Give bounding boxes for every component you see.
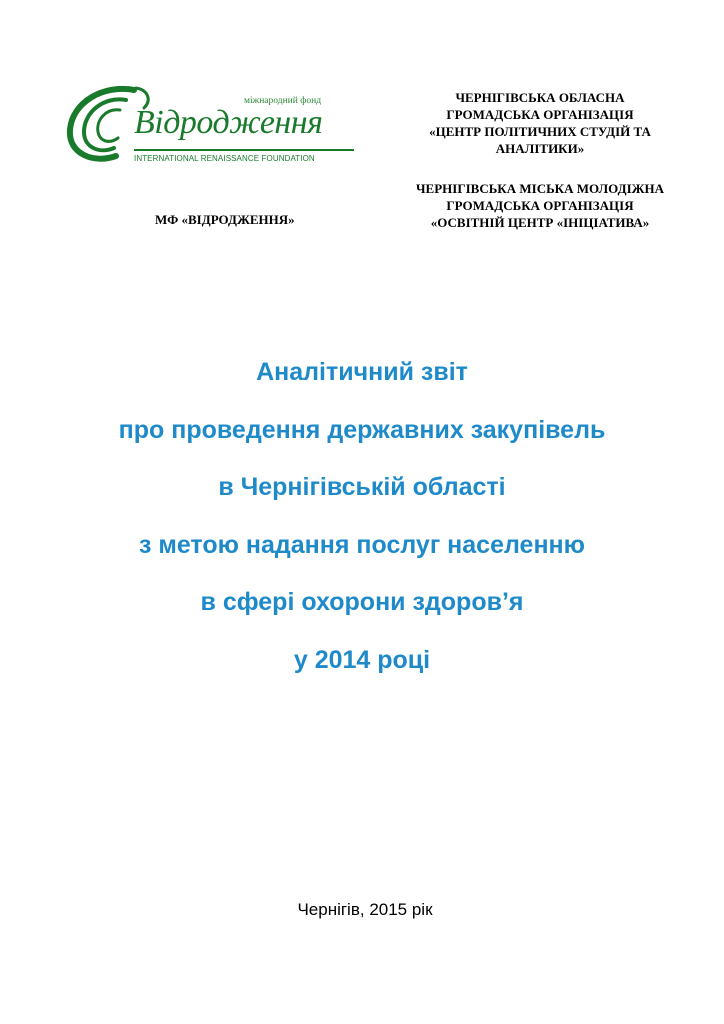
org1-line: ГРОМАДСЬКА ОРГАНІЗАЦІЯ: [446, 107, 634, 122]
org1-line: «ЦЕНТР ПОЛІТИЧНИХ СТУДІЙ ТА: [429, 124, 651, 139]
org2-line: «ОСВІТНІЙ ЦЕНТР «ІНІЦІАТИВА»: [430, 215, 650, 230]
logo-top-text: міжнародний фонд: [244, 96, 322, 106]
title-line: в Чернігівській області: [218, 473, 506, 501]
org2-line: ГРОМАДСЬКА ОРГАНІЗАЦІЯ: [446, 198, 634, 213]
left-organization-name: МФ «ВІДРОДЖЕННЯ»: [155, 212, 295, 227]
org2-line: ЧЕРНІГІВСЬКА МІСЬКА МОЛОДІЖНА: [416, 181, 664, 196]
org1-line: АНАЛІТИКИ»: [495, 141, 585, 156]
right-organization-2: [380, 180, 700, 231]
title-line: у 2014 році: [293, 645, 431, 674]
report-title: [0, 352, 724, 697]
title-line: про проведення державних закупівель: [118, 415, 606, 444]
title-line: з метою надання послуг населенню: [138, 530, 585, 559]
title-line: в сфері охорони здоров’я: [200, 588, 524, 616]
logo-wordmark: Відродження: [134, 104, 323, 141]
logo-underline: [134, 149, 354, 152]
place-and-year: Чернігів, 2015 рік: [297, 900, 433, 919]
org1-line: ЧЕРНІГІВСЬКА ОБЛАСНА: [455, 90, 625, 105]
renaissance-foundation-logo: [64, 82, 354, 172]
logo-bottom-text: INTERNATIONAL RENAISSANCE FOUNDATION: [134, 154, 315, 163]
right-organization-1: [380, 89, 700, 157]
title-line: Аналітичний звіт: [256, 358, 468, 386]
